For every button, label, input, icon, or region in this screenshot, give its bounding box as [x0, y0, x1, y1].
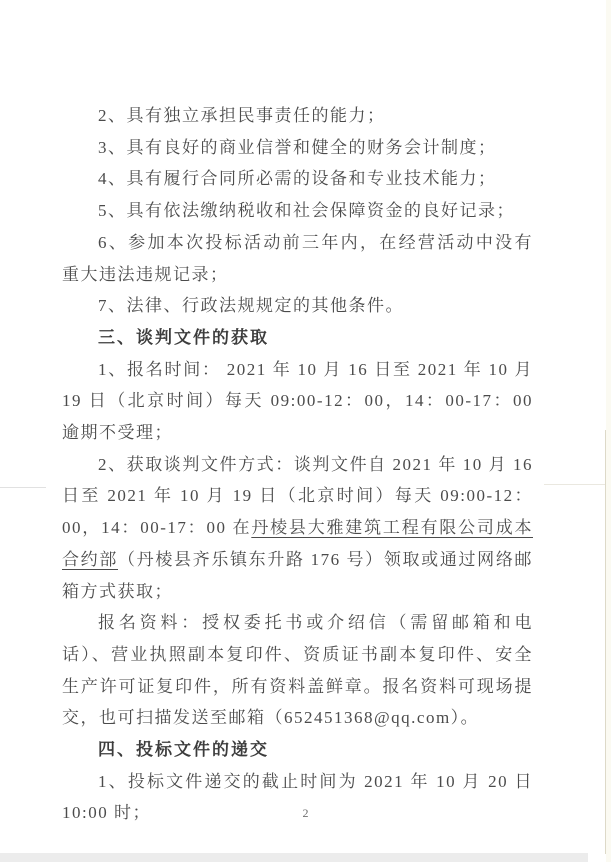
document-body [62, 100, 533, 829]
page-bottom-edge-shadow [0, 853, 588, 862]
document-acquisition-method-paragraph [62, 449, 533, 608]
scan-crease-right [544, 484, 605, 485]
acquisition-text-after: （丹棱县齐乐镇东升路 176 号）领取或通过网络邮箱方式获取； [62, 549, 533, 601]
submission-deadline-paragraph: 1、投标文件递交的截止时间为 2021 年 10 月 20 日 10:00 时； [62, 771, 533, 823]
scan-crease-left [0, 487, 46, 488]
page-right-edge-tint [606, 0, 611, 862]
section-heading-negotiation-document-acquisition: 三、谈判文件的获取 [98, 327, 269, 347]
condition-item-7: 7、法律、行政法规规定的其他条件。 [98, 296, 404, 316]
condition-item-4: 4、具有履行合同所必需的设备和专业技术能力； [98, 169, 497, 189]
page-number: 2 [302, 806, 309, 820]
condition-item-6: 6、参加本次投标活动前三年内，在经营活动中没有重大违法违规记录； [62, 232, 533, 284]
registration-materials-paragraph: 报名资料：授权委托书或介绍信（需留邮箱和电话）、营业执照副本复印件、资质证书副本复印件、安全生产许可证复印件，所有资料盖鲜章。报名资料可现场提交，也可扫描发送至邮箱（652451368@qq.com）。 [62, 613, 533, 728]
condition-item-5: 5、具有依法缴纳税收和社会保障资金的良好记录； [98, 201, 515, 221]
condition-item-3: 3、具有良好的商业信誉和健全的财务会计制度； [98, 137, 497, 157]
section-heading-bid-document-submission: 四、投标文件的递交 [98, 740, 269, 760]
acquisition-text-before: 2、获取谈判文件方式：谈判文件自 2021 年 10 月 16 日至 2021 年 10 月 19 日（北京时间）每天 09:00-12：00，14：00-17：00 在 [62, 454, 533, 538]
company-name-underlined: 丹棱县大雅建筑工程有限公司成本合约部 [62, 518, 533, 569]
registration-time-paragraph: 1、报名时间： 2021 年 10 月 16 日至 2021 年 10 月 19 日（北京时间）每天 09:00-12：00，14：00-17：00 逾期不受理； [62, 359, 533, 443]
page-right-edge-line [605, 430, 606, 854]
condition-item-2: 2、具有独立承担民事责任的能力； [98, 106, 386, 125]
